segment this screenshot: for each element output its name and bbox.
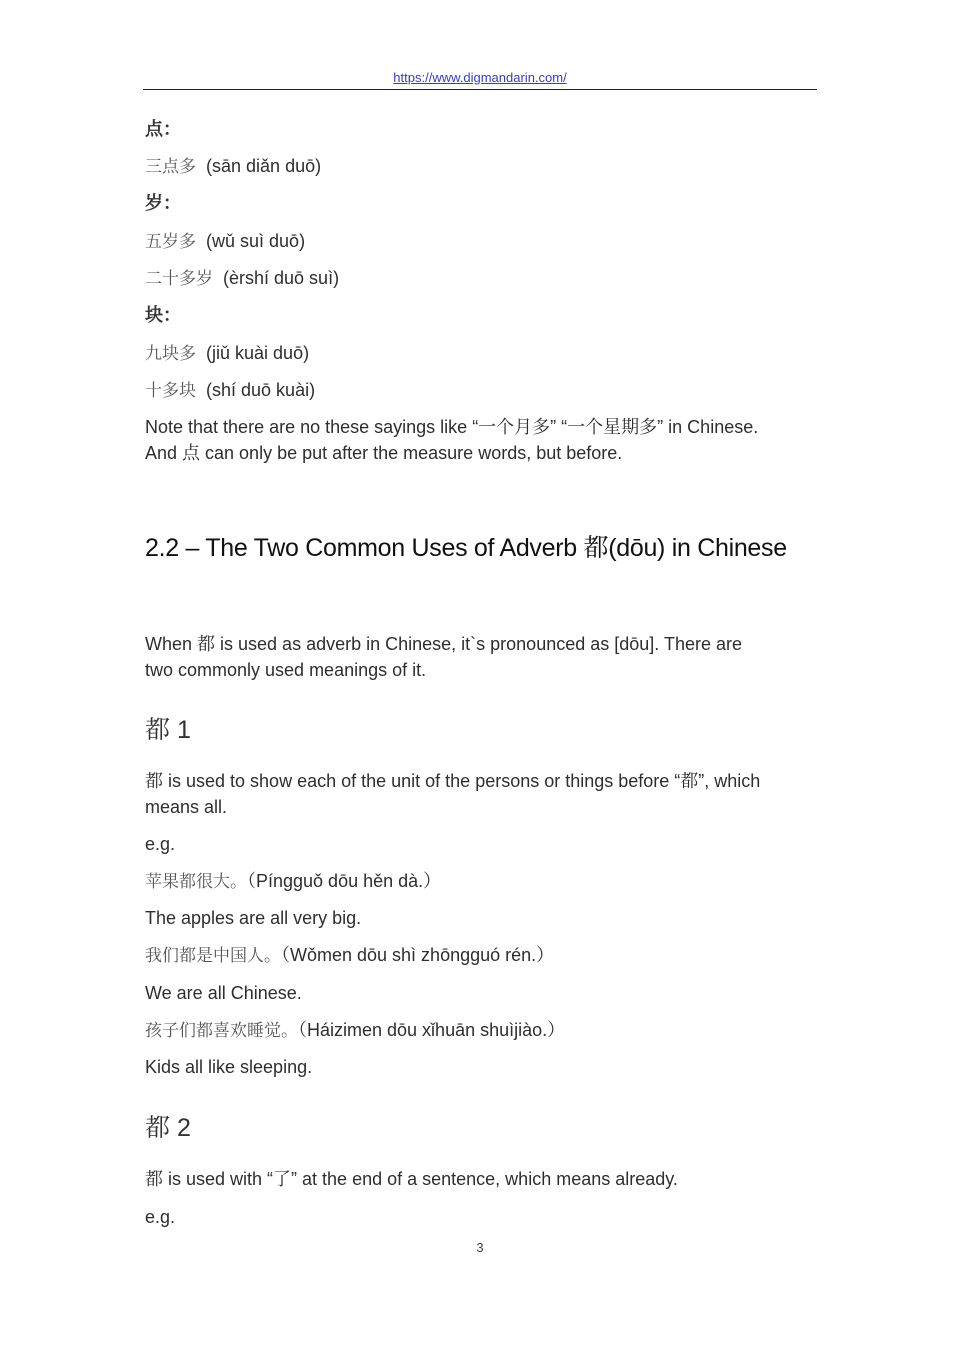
intro-line-2: two commonly used meanings of it. xyxy=(145,660,427,680)
header-url-link[interactable]: https://www.digmandarin.com/ xyxy=(393,70,567,85)
example-line xyxy=(145,342,309,365)
measure-word-label-dian: 点： xyxy=(145,119,181,139)
example-hanzi: 九块多 xyxy=(145,344,196,364)
example-pinyin: (shí duō kuài) xyxy=(206,380,316,400)
example-line xyxy=(145,230,305,253)
example-translation: We are all Chinese. xyxy=(145,983,302,1003)
note-line-2: And 点 can only be put after the measure words, but before. xyxy=(145,443,623,463)
use2-heading: 都 2 xyxy=(145,1114,191,1142)
page-number: 3 xyxy=(476,1240,484,1255)
measure-word-label-kuai: 块： xyxy=(145,305,181,325)
example-hanzi: 我们都是中国人。 xyxy=(145,946,281,966)
use1-desc-line-1: 都 is used to show each of the unit of the persons or things before “都”, which xyxy=(145,771,761,791)
example-line xyxy=(145,379,315,402)
example-pinyin: (wǔ suì duō) xyxy=(206,231,306,251)
example-hanzi: 孩子们都喜欢睡觉。 xyxy=(145,1021,298,1041)
example-pinyin: （Wǒmen dōu shì zhōngguó rén.） xyxy=(281,945,555,965)
example-hanzi: 十多块 xyxy=(145,381,196,401)
use1-desc-line-2: means all. xyxy=(145,797,228,817)
example-pinyin: (èrshí duō suì) xyxy=(223,268,340,288)
header-divider xyxy=(143,89,817,90)
example-sentence xyxy=(145,944,554,967)
example-sentence xyxy=(145,870,441,893)
measure-word-label-sui: 岁： xyxy=(145,193,181,213)
note-line-1: Note that there are no these sayings like “一个月多” “一个星期多” in Chinese. xyxy=(145,417,759,437)
section-title: 2.2 – The Two Common Uses of Adverb 都(dōu) in Chinese xyxy=(145,534,787,562)
intro-line-1: When 都 is used as adverb in Chinese, it`s pronounced as [dōu]. There are xyxy=(145,634,742,654)
example-hanzi: 五岁多 xyxy=(145,232,196,252)
example-pinyin: (jiǔ kuài duō) xyxy=(206,343,310,363)
use2-desc: 都 is used with “了” at the end of a sentence, which means already. xyxy=(145,1169,678,1189)
example-translation: Kids all like sleeping. xyxy=(145,1057,313,1077)
example-pinyin: (sān diǎn duō) xyxy=(206,156,322,176)
example-translation: The apples are all very big. xyxy=(145,908,362,928)
example-hanzi: 三点多 xyxy=(145,157,196,177)
use2-eg-label: e.g. xyxy=(145,1207,176,1227)
example-pinyin: （Píngguǒ dōu hěn dà.） xyxy=(247,871,442,891)
use1-heading: 都 1 xyxy=(145,716,191,744)
example-line xyxy=(145,155,321,178)
use1-eg-label: e.g. xyxy=(145,834,176,854)
example-hanzi: 二十多岁 xyxy=(145,269,213,289)
example-pinyin: （Háizimen dōu xǐhuān shuìjiào.） xyxy=(298,1020,566,1040)
example-line xyxy=(145,267,339,290)
example-hanzi: 苹果都很大。 xyxy=(145,872,247,892)
example-sentence xyxy=(145,1019,565,1042)
